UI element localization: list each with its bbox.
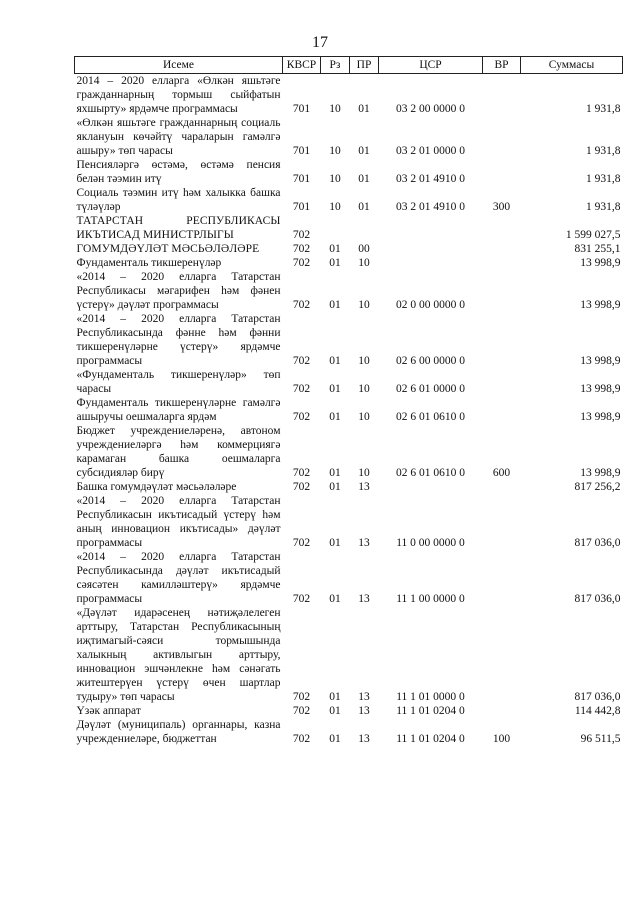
row-rz: 01	[329, 481, 341, 493]
row-pr: 00	[358, 243, 370, 255]
row-vr	[483, 116, 521, 158]
table-row	[75, 312, 623, 368]
row-rz: 01	[329, 593, 341, 605]
row-sum: 13 998,9	[580, 257, 621, 269]
row-rz: 01	[329, 299, 341, 311]
row-csr	[379, 256, 483, 270]
row-csr: 11 1 00 0000 0	[396, 593, 465, 605]
row-pr: 13	[358, 481, 370, 493]
row-sum: 96 511,5	[580, 733, 621, 745]
header-csr: ЦСР	[379, 57, 483, 74]
row-pr: 01	[358, 103, 370, 115]
header-sum: Суммасы	[521, 57, 623, 74]
row-vr: 300	[492, 201, 511, 213]
row-csr: 03 2 01 0000 0	[396, 145, 465, 157]
row-vr: 100	[492, 733, 511, 745]
row-rz: 01	[329, 467, 341, 479]
row-pr: 13	[358, 691, 370, 703]
row-csr: 11 1 01 0204 0	[396, 705, 465, 717]
header-rz: Рз	[321, 57, 350, 74]
table-row	[75, 214, 623, 242]
row-pr: 01	[358, 173, 370, 185]
row-vr	[483, 704, 521, 718]
row-rz: 01	[329, 383, 341, 395]
table-row	[75, 270, 623, 312]
row-kvsr: 702	[292, 593, 311, 605]
row-kvsr: 701	[292, 173, 311, 185]
row-sum: 1 931,8	[586, 145, 621, 157]
row-pr: 10	[358, 299, 370, 311]
table-row	[75, 186, 623, 214]
row-name: «Фундаменталь тикшеренүләр» төп чарасы	[76, 369, 281, 395]
row-csr: 03 2 01 4910 0	[396, 201, 465, 213]
row-sum: 1 931,8	[586, 103, 621, 115]
row-kvsr: 701	[292, 145, 311, 157]
table-row	[75, 480, 623, 494]
table-row	[75, 74, 623, 117]
row-sum: 13 998,9	[580, 299, 621, 311]
page-number: 17	[312, 34, 328, 51]
row-kvsr: 702	[292, 257, 311, 269]
row-rz: 10	[329, 145, 341, 157]
row-csr	[379, 480, 483, 494]
row-vr	[483, 158, 521, 186]
row-csr: 02 6 01 0610 0	[396, 467, 465, 479]
row-kvsr: 702	[292, 705, 311, 717]
row-sum: 13 998,9	[580, 411, 621, 423]
row-csr: 03 2 00 0000 0	[396, 103, 465, 115]
row-sum: 13 998,9	[580, 467, 621, 479]
table-row	[75, 158, 623, 186]
row-kvsr: 702	[292, 481, 311, 493]
table-row	[75, 606, 623, 704]
row-name: Фундаменталь тикшеренүләрне гамәлгә ашыручы оешмаларга ярдәм	[76, 397, 281, 423]
row-rz: 01	[329, 243, 341, 255]
row-pr	[350, 214, 379, 242]
row-name: ТАТАРСТАН РЕСПУБЛИКАСЫ ИКЪТИСАД МИНИСТРЛЫГЫ	[76, 215, 281, 241]
row-kvsr: 702	[292, 299, 311, 311]
row-rz: 01	[329, 691, 341, 703]
row-rz: 01	[329, 355, 341, 367]
row-vr: 600	[492, 467, 511, 479]
row-vr	[483, 74, 521, 117]
row-rz: 01	[329, 733, 341, 745]
header-pr: ПР	[350, 57, 379, 74]
row-name: Башка гомумдәүләт мәсьәләләре	[76, 481, 237, 493]
row-name: «Өлкән яшьтәге гражданнарның социаль яклануын көчәйтү чараларын гамәлгә ашыру» төп чарасы	[76, 117, 281, 157]
row-vr	[483, 396, 521, 424]
row-name: «2014 – 2020 елларга Татарстан Республикасы мәгарифен һәм фәнен үстерү» дәүләт программасы	[76, 271, 281, 311]
row-sum: 13 998,9	[580, 355, 621, 367]
table-row	[75, 256, 623, 270]
row-csr: 02 6 00 0000 0	[396, 355, 465, 367]
row-rz: 10	[329, 173, 341, 185]
row-vr	[483, 256, 521, 270]
row-csr: 11 1 01 0204 0	[396, 733, 465, 745]
row-pr: 13	[358, 593, 370, 605]
row-pr: 01	[358, 145, 370, 157]
row-pr: 10	[358, 411, 370, 423]
row-pr: 10	[358, 383, 370, 395]
row-kvsr: 702	[292, 691, 311, 703]
table-header-row	[75, 57, 623, 74]
row-csr: 02 6 01 0000 0	[396, 383, 465, 395]
header-vr: ВР	[483, 57, 521, 74]
row-sum: 1 931,8	[586, 201, 621, 213]
row-name: «2014 – 2020 елларга Татарстан Республикасын икътисадый үстерү һәм аның инновацион икътисады» дәүләт программасы	[76, 495, 281, 549]
row-sum: 817 036,0	[574, 593, 621, 605]
row-rz	[321, 214, 350, 242]
row-pr: 13	[358, 705, 370, 717]
row-pr: 13	[358, 733, 370, 745]
row-rz: 10	[329, 103, 341, 115]
row-rz: 01	[329, 537, 341, 549]
row-kvsr: 702	[292, 355, 311, 367]
table-row	[75, 494, 623, 550]
row-csr	[379, 214, 483, 242]
row-vr	[483, 368, 521, 396]
row-sum: 817 256,2	[574, 481, 621, 493]
table-row	[75, 718, 623, 746]
row-pr: 01	[358, 201, 370, 213]
row-vr	[483, 312, 521, 368]
header-kvsr: КВСР	[283, 57, 321, 74]
row-name: Фундаменталь тикшеренүләр	[76, 257, 222, 269]
row-sum: 1 931,8	[586, 173, 621, 185]
row-kvsr: 702	[292, 243, 311, 255]
row-name: «2014 – 2020 елларга Татарстан Республикасында дәүләт икътисадый сәясәтен камилләштерү» ярдәмче программасы	[76, 551, 281, 605]
row-csr: 02 6 01 0610 0	[396, 411, 465, 423]
row-kvsr: 701	[292, 201, 311, 213]
row-kvsr: 702	[292, 411, 311, 423]
row-name: Бюджет учреждениеләренә, автоном учреждениеләргә һәм коммерциягә карамаган башка оешмаларга субсидияләр бирү	[76, 425, 281, 479]
row-vr	[483, 494, 521, 550]
row-vr	[483, 270, 521, 312]
row-csr: 11 1 01 0000 0	[396, 691, 465, 703]
table-row	[75, 396, 623, 424]
row-name: Пенсияләргә өстәмә, өстәмә пенсия белән тәэмин итү	[76, 159, 281, 185]
row-vr	[483, 606, 521, 704]
row-sum: 817 036,0	[574, 537, 621, 549]
row-name: 2014 – 2020 елларга «Өлкән яшьтәге гражданнарның тормыш сыйфатын яхшырту» ярдәмче программасы	[76, 75, 281, 115]
row-name: ГОМУМДӘҮЛӘТ МӘСЬӘЛӘЛӘРЕ	[76, 243, 260, 255]
table-row	[75, 116, 623, 158]
row-kvsr: 702	[292, 537, 311, 549]
row-kvsr: 702	[292, 733, 311, 745]
row-sum: 1 599 027,5	[565, 229, 621, 241]
row-name: «2014 – 2020 елларга Татарстан Республикасында фәнне һәм фәнни тикшеренүләрне үстерү» ярдәмче программасы	[76, 313, 281, 367]
row-pr: 13	[358, 537, 370, 549]
row-sum: 817 036,0	[574, 691, 621, 703]
table-body	[75, 74, 623, 747]
table-row	[75, 704, 623, 718]
budget-table	[74, 56, 623, 746]
row-kvsr: 702	[292, 229, 311, 241]
row-vr	[483, 214, 521, 242]
row-csr: 02 0 00 0000 0	[396, 299, 465, 311]
row-rz: 01	[329, 411, 341, 423]
row-vr	[483, 242, 521, 256]
row-name: Социаль тәэмин итү һәм халыкка башка түләүләр	[76, 187, 281, 213]
row-rz: 01	[329, 257, 341, 269]
table-row	[75, 424, 623, 480]
row-sum: 114 442,8	[574, 705, 621, 717]
row-pr: 10	[358, 355, 370, 367]
row-csr	[379, 242, 483, 256]
row-sum: 831 255,1	[574, 243, 621, 255]
row-kvsr: 701	[292, 103, 311, 115]
row-pr: 10	[358, 467, 370, 479]
header-name: Исеме	[75, 57, 283, 74]
row-name: «Дәүләт идарәсенең нәтиҗәлелеген арттыру, Татарстан Республикасының иҗтимагый-сәяси тормышында халыкның активлыгын арттыру, инновацион эшчәнлекне һәм сәнәгать житештерүен үстерү өчен шартлар тудыру» төп чарасы	[76, 607, 281, 703]
row-name: Үзәк аппарат	[76, 705, 141, 717]
row-csr: 03 2 01 4910 0	[396, 173, 465, 185]
table-row	[75, 550, 623, 606]
table-row	[75, 242, 623, 256]
row-rz: 10	[329, 201, 341, 213]
row-rz: 01	[329, 705, 341, 717]
row-sum: 13 998,9	[580, 383, 621, 395]
table-row	[75, 368, 623, 396]
row-kvsr: 702	[292, 383, 311, 395]
row-kvsr: 702	[292, 467, 311, 479]
row-pr: 10	[358, 257, 370, 269]
row-csr: 11 0 00 0000 0	[396, 537, 465, 549]
row-name: Дәүләт (муниципаль) органнары, казна учреждениеләре, бюджеттан	[76, 719, 281, 745]
row-vr	[483, 480, 521, 494]
row-vr	[483, 550, 521, 606]
